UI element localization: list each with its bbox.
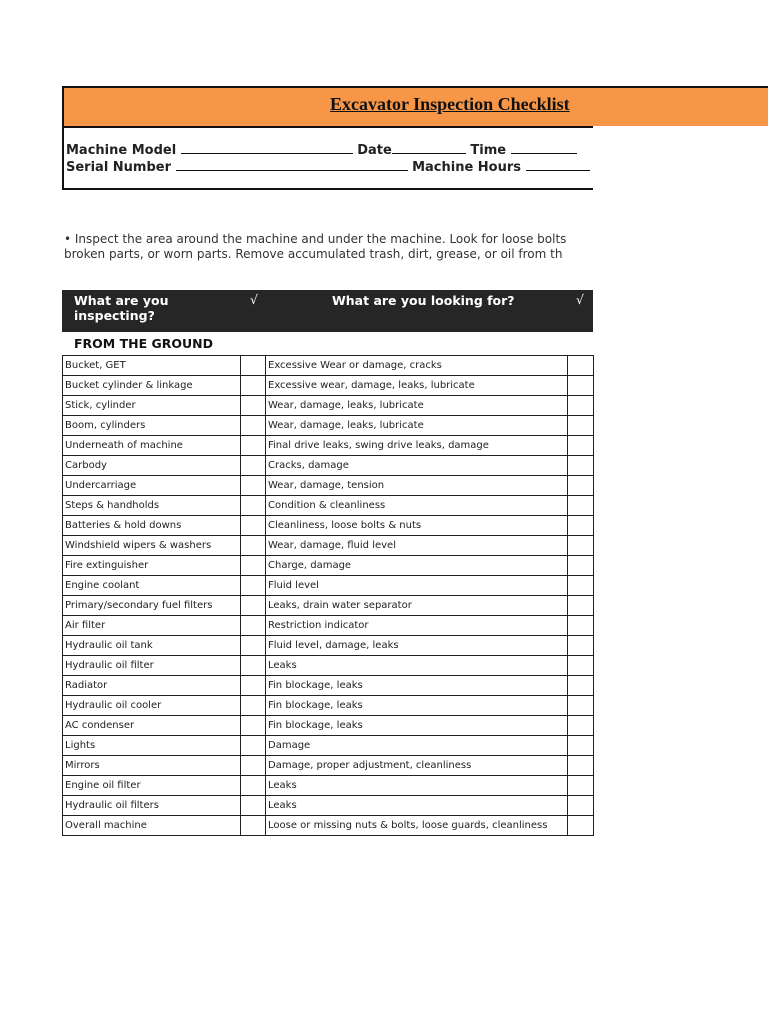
- look-for-checkbox[interactable]: [568, 616, 594, 636]
- section-title: FROM THE GROUND: [74, 336, 213, 351]
- item-checkbox[interactable]: [241, 516, 266, 536]
- item-checkbox[interactable]: [241, 796, 266, 816]
- inspect-item: Mirrors: [63, 756, 241, 776]
- item-checkbox[interactable]: [241, 436, 266, 456]
- header-check-2: √: [576, 292, 584, 307]
- item-checkbox[interactable]: [241, 536, 266, 556]
- item-checkbox[interactable]: [241, 556, 266, 576]
- table-row: [63, 636, 594, 656]
- checklist-body: [63, 356, 594, 836]
- table-row: [63, 556, 594, 576]
- look-for-text: Fin blockage, leaks: [266, 716, 568, 736]
- inspect-item: Engine oil filter: [63, 776, 241, 796]
- inspect-item: Hydraulic oil cooler: [63, 696, 241, 716]
- inspect-item: Air filter: [63, 616, 241, 636]
- title-bar-overflow: [594, 88, 768, 126]
- look-for-text: Final drive leaks, swing drive leaks, damage: [266, 436, 568, 456]
- table-row: [63, 396, 594, 416]
- table-row: [63, 816, 594, 836]
- look-for-checkbox[interactable]: [568, 796, 594, 816]
- item-checkbox[interactable]: [241, 676, 266, 696]
- inspect-item: Hydraulic oil filters: [63, 796, 241, 816]
- look-for-checkbox[interactable]: [568, 516, 594, 536]
- item-checkbox[interactable]: [241, 716, 266, 736]
- inspect-item: Boom, cylinders: [63, 416, 241, 436]
- inspect-item: Bucket cylinder & linkage: [63, 376, 241, 396]
- item-checkbox[interactable]: [241, 616, 266, 636]
- inspect-item: Radiator: [63, 676, 241, 696]
- look-for-text: Fluid level, damage, leaks: [266, 636, 568, 656]
- look-for-text: Fin blockage, leaks: [266, 676, 568, 696]
- table-row: [63, 656, 594, 676]
- inspect-item: Engine coolant: [63, 576, 241, 596]
- look-for-checkbox[interactable]: [568, 636, 594, 656]
- item-checkbox[interactable]: [241, 416, 266, 436]
- item-checkbox[interactable]: [241, 636, 266, 656]
- machine-model-label: Machine Model: [66, 143, 177, 158]
- table-row: [63, 676, 594, 696]
- look-for-text: Wear, damage, fluid level: [266, 536, 568, 556]
- look-for-text: Wear, damage, leaks, lubricate: [266, 396, 568, 416]
- table-row: [63, 756, 594, 776]
- inspect-item: Fire extinguisher: [63, 556, 241, 576]
- look-for-checkbox[interactable]: [568, 576, 594, 596]
- look-for-checkbox[interactable]: [568, 476, 594, 496]
- machine-model-field[interactable]: [181, 143, 353, 154]
- instructions: [64, 232, 593, 262]
- item-checkbox[interactable]: [241, 576, 266, 596]
- header-looking-for: What are you looking for?: [332, 293, 515, 308]
- info-line-2: [66, 160, 590, 175]
- look-for-checkbox[interactable]: [568, 496, 594, 516]
- table-row: [63, 496, 594, 516]
- item-checkbox[interactable]: [241, 396, 266, 416]
- table-row: [63, 696, 594, 716]
- inspect-item: Primary/secondary fuel filters: [63, 596, 241, 616]
- look-for-checkbox[interactable]: [568, 436, 594, 456]
- inspect-item: Hydraulic oil filter: [63, 656, 241, 676]
- header-inspecting: What are you inspecting?: [74, 293, 169, 323]
- look-for-checkbox[interactable]: [568, 676, 594, 696]
- table-row: [63, 516, 594, 536]
- item-checkbox[interactable]: [241, 496, 266, 516]
- look-for-text: Cracks, damage: [266, 456, 568, 476]
- header-check-1: √: [250, 292, 258, 307]
- table-row: [63, 536, 594, 556]
- item-checkbox[interactable]: [241, 456, 266, 476]
- table-row: [63, 616, 594, 636]
- item-checkbox[interactable]: [241, 596, 266, 616]
- inspect-item: Overall machine: [63, 816, 241, 836]
- date-field[interactable]: [392, 143, 466, 154]
- look-for-text: Excessive wear, damage, leaks, lubricate: [266, 376, 568, 396]
- table-row: [63, 716, 594, 736]
- look-for-checkbox[interactable]: [568, 596, 594, 616]
- look-for-text: Restriction indicator: [266, 616, 568, 636]
- look-for-text: Leaks: [266, 776, 568, 796]
- look-for-text: Leaks: [266, 656, 568, 676]
- look-for-checkbox[interactable]: [568, 816, 594, 836]
- table-header: [62, 290, 593, 332]
- instructions-line-2: broken parts, or worn parts. Remove accumulated trash, dirt, grease, or oil from th: [64, 247, 563, 261]
- inspect-item: AC condenser: [63, 716, 241, 736]
- serial-number-field[interactable]: [176, 160, 408, 171]
- inspect-item: Carbody: [63, 456, 241, 476]
- item-checkbox[interactable]: [241, 376, 266, 396]
- table-row: [63, 776, 594, 796]
- time-field[interactable]: [511, 143, 577, 154]
- look-for-checkbox[interactable]: [568, 736, 594, 756]
- machine-hours-label: Machine Hours: [412, 160, 522, 175]
- look-for-text: Charge, damage: [266, 556, 568, 576]
- item-checkbox[interactable]: [241, 736, 266, 756]
- look-for-checkbox[interactable]: [568, 656, 594, 676]
- table-row: [63, 796, 594, 816]
- look-for-checkbox[interactable]: [568, 376, 594, 396]
- look-for-text: Wear, damage, tension: [266, 476, 568, 496]
- item-checkbox[interactable]: [241, 756, 266, 776]
- look-for-checkbox[interactable]: [568, 696, 594, 716]
- item-checkbox[interactable]: [241, 656, 266, 676]
- table-row: [63, 436, 594, 456]
- item-checkbox[interactable]: [241, 816, 266, 836]
- item-checkbox[interactable]: [241, 696, 266, 716]
- look-for-checkbox[interactable]: [568, 556, 594, 576]
- inspect-item: Bucket, GET: [63, 356, 241, 376]
- look-for-checkbox[interactable]: [568, 416, 594, 436]
- look-for-checkbox[interactable]: [568, 756, 594, 776]
- inspect-item: Undercarriage: [63, 476, 241, 496]
- table-row: [63, 736, 594, 756]
- look-for-text: Excessive Wear or damage, cracks: [266, 356, 568, 376]
- look-for-text: Cleanliness, loose bolts & nuts: [266, 516, 568, 536]
- look-for-checkbox[interactable]: [568, 396, 594, 416]
- look-for-text: Loose or missing nuts & bolts, loose guards, cleanliness: [266, 816, 568, 836]
- inspect-item: Batteries & hold downs: [63, 516, 241, 536]
- table-row: [63, 596, 594, 616]
- look-for-text: Leaks: [266, 796, 568, 816]
- checklist-table: [62, 355, 594, 836]
- inspect-item: Stick, cylinder: [63, 396, 241, 416]
- look-for-text: Wear, damage, leaks, lubricate: [266, 416, 568, 436]
- table-row: [63, 576, 594, 596]
- inspect-item: Underneath of machine: [63, 436, 241, 456]
- look-for-checkbox[interactable]: [568, 716, 594, 736]
- table-row: [63, 476, 594, 496]
- item-checkbox[interactable]: [241, 476, 266, 496]
- look-for-checkbox[interactable]: [568, 776, 594, 796]
- look-for-text: Damage, proper adjustment, cleanliness: [266, 756, 568, 776]
- info-line-1: [66, 143, 577, 158]
- instructions-line-1: • Inspect the area around the machine and under the machine. Look for loose bolts: [64, 232, 567, 246]
- table-row: [63, 356, 594, 376]
- table-row: [63, 416, 594, 436]
- look-for-checkbox[interactable]: [568, 456, 594, 476]
- look-for-checkbox[interactable]: [568, 356, 594, 376]
- title-bar: [62, 86, 768, 126]
- look-for-text: Leaks, drain water separator: [266, 596, 568, 616]
- page-title: Excavator Inspection Checklist: [330, 94, 570, 114]
- table-row: [63, 376, 594, 396]
- look-for-text: Condition & cleanliness: [266, 496, 568, 516]
- machine-info-block: [62, 126, 593, 190]
- item-checkbox[interactable]: [241, 776, 266, 796]
- look-for-text: Damage: [266, 736, 568, 756]
- look-for-text: Fin blockage, leaks: [266, 696, 568, 716]
- machine-hours-field[interactable]: [526, 160, 590, 171]
- item-checkbox[interactable]: [241, 356, 266, 376]
- inspect-item: Steps & handholds: [63, 496, 241, 516]
- time-label: Time: [470, 143, 507, 158]
- inspect-item: Lights: [63, 736, 241, 756]
- table-row: [63, 456, 594, 476]
- date-label: Date: [357, 143, 392, 158]
- inspect-item: Windshield wipers & washers: [63, 536, 241, 556]
- serial-number-label: Serial Number: [66, 160, 172, 175]
- look-for-text: Fluid level: [266, 576, 568, 596]
- inspect-item: Hydraulic oil tank: [63, 636, 241, 656]
- look-for-checkbox[interactable]: [568, 536, 594, 556]
